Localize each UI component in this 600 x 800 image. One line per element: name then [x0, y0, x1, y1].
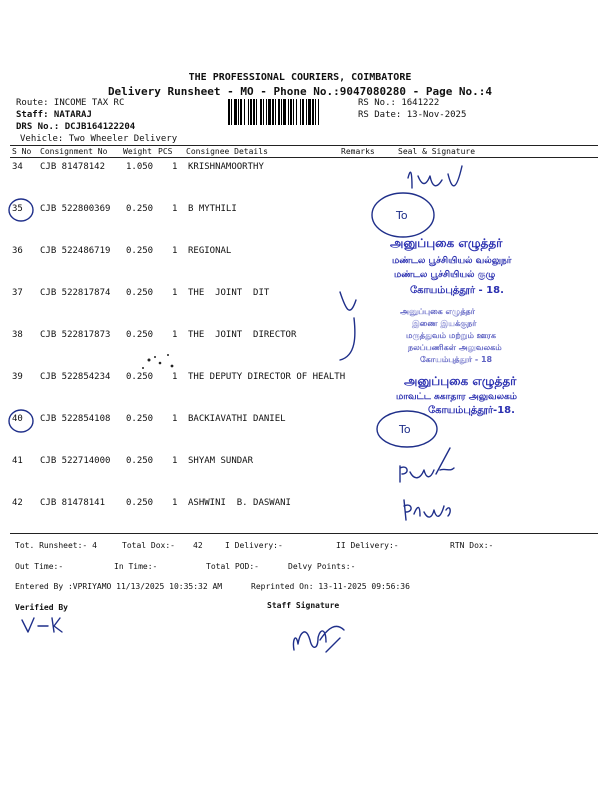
row-weight: 0.250 [126, 246, 154, 256]
total-pod: Total POD:- [206, 562, 259, 571]
ii-delivery: II Delivery:- [336, 541, 399, 550]
row-sno: 41 [12, 456, 23, 466]
delvy-points: Delvy Points:- [288, 562, 356, 571]
rs-date: RS Date: 13-Nov-2025 [358, 110, 467, 120]
row-pcs: 1 [172, 498, 178, 508]
row-weight: 0.250 [126, 288, 154, 298]
verified-by: Verified By [15, 603, 68, 612]
circle-sno-40 [9, 410, 33, 432]
row-consignee: THE JOINT DIRECTOR [188, 330, 297, 340]
row-pcs: 1 [172, 372, 178, 382]
vehicle: Vehicle: Two Wheeler Delivery [20, 134, 178, 144]
row-consignment: CJB 522817874 [40, 288, 111, 298]
staff-signature-mark [293, 626, 344, 652]
staff-signature-label: Staff Signature [267, 601, 340, 610]
row-weight: 0.250 [126, 498, 154, 508]
total-dox-label: Total Dox:- [122, 541, 175, 550]
rs-number: RS No.: 1641222 [358, 98, 440, 108]
row-sno: 36 [12, 246, 23, 256]
row-consignment: CJB 81478142 [40, 162, 106, 172]
col-pcs: PCS [158, 147, 173, 156]
col-consignment: Consignment No [40, 147, 108, 156]
i-delivery: I Delivery:- [225, 541, 283, 550]
row-sno: 34 [12, 162, 23, 172]
row-weight: 0.250 [126, 372, 154, 382]
company-name: THE PROFESSIONAL COURIERS, COIMBATORE [188, 72, 412, 83]
stamp-1-line-1: அனுப்புகை எழுத்தர் [390, 236, 503, 250]
drs-no: DRS No.: DCJB164122204 [16, 122, 136, 132]
row-pcs: 1 [172, 414, 178, 424]
staff: Staff: NATARAJ [16, 110, 92, 120]
stamp-3-line-2: மாவட்ட சுகாதார அலுவலகம் [396, 392, 518, 402]
rtn-dox: RTN Dox:- [450, 541, 494, 550]
col-consignee: Consignee Details [186, 147, 268, 156]
row-consignment: CJB 522800369 [40, 204, 111, 214]
stamp-1-line-4: கோயம்புத்தூர் - 18. [410, 285, 504, 296]
to-mark-text-40: To [399, 423, 411, 436]
stamp-2-line-1: அனுப்புகை எழுத்தர் [400, 307, 475, 316]
stamp-3-line-1: அனுப்புகை எழுத்தர் [404, 374, 517, 388]
row-pcs: 1 [172, 330, 178, 340]
row-sno: 39 [12, 372, 23, 382]
row-sno: 37 [12, 288, 23, 298]
signature-row-42 [404, 500, 450, 520]
col-sno: S No [12, 147, 32, 156]
row-sno: 35 [12, 204, 23, 214]
entered-by: Entered By :VPRIYAMO 11/13/2025 10:35:32 AM [15, 582, 223, 591]
row-consignment: CJB 522854108 [40, 414, 111, 424]
row-weight: 0.250 [126, 330, 154, 340]
to-mark-text-35: To [396, 209, 408, 222]
row-pcs: 1 [172, 288, 178, 298]
row-consignee: ASHWINI B. DASWANI [188, 498, 291, 508]
total-dox-value: 42 [193, 541, 203, 550]
circle-sno-35 [9, 199, 33, 221]
signature-row-41 [400, 448, 454, 482]
total-runsheet: Tot. Runsheet:- 4 [15, 541, 97, 550]
row-weight: 0.250 [126, 414, 154, 424]
row-consignment: CJB 81478141 [40, 498, 106, 508]
verified-initials-mark [22, 618, 62, 632]
row-consignee: THE DEPUTY DIRECTOR OF HEALTH [188, 372, 346, 382]
row-pcs: 1 [172, 246, 178, 256]
stamp-2-line-4: நலப்பணிகள் அலுவலகம் [408, 343, 502, 352]
row-weight: 0.250 [126, 204, 154, 214]
row-sno: 42 [12, 498, 23, 508]
row-pcs: 1 [172, 204, 178, 214]
runsheet-title: Delivery Runsheet - MO - Phone No.:9047080280 - Page No.:4 [107, 85, 493, 98]
stamp-1-line-3: மண்டல பூச்சியியல் குழு [394, 270, 496, 280]
stamp-2-line-5: கோயம்புத்தூர் - 18 [420, 355, 493, 364]
col-seal-signature: Seal & Signature [398, 147, 476, 156]
row-consignee: B MYTHILI [188, 204, 237, 214]
route: Route: INCOME TAX RC [16, 98, 125, 108]
bracket-mark-37-38 [340, 292, 356, 360]
row-consignment: CJB 522714000 [40, 456, 111, 466]
ink-smudge [142, 354, 173, 369]
signature-row-34 [408, 166, 462, 188]
row-pcs: 1 [172, 162, 178, 172]
stamp-2-line-3: மருத்துவம் மற்றும் ஊரக [406, 331, 496, 340]
row-consignee: BACKIAVATHI DANIEL [188, 414, 286, 424]
row-consignee: KRISHNAMOORTHY [188, 162, 264, 172]
stamp-3-line-3: கோயம்புத்தூர்-18. [428, 405, 515, 416]
row-pcs: 1 [172, 456, 178, 466]
row-consignment: CJB 522817873 [40, 330, 111, 340]
row-consignee: SHYAM SUNDAR [188, 456, 254, 466]
in-time: In Time:- [114, 562, 158, 571]
reprinted-on: Reprinted On: 13-11-2025 09:56:36 [251, 582, 410, 591]
row-sno: 40 [12, 414, 23, 424]
row-weight: 0.250 [126, 456, 154, 466]
row-consignment: CJB 522854234 [40, 372, 111, 382]
out-time: Out Time:- [15, 562, 64, 571]
col-remarks: Remarks [341, 147, 375, 156]
stamp-1-line-2: மண்டல பூச்சியியல் வல்லுநர் [392, 256, 512, 266]
row-consignment: CJB 522486719 [40, 246, 111, 256]
row-weight: 1.050 [126, 162, 154, 172]
row-consignee: REGIONAL [188, 246, 232, 256]
row-sno: 38 [12, 330, 23, 340]
col-weight: Weight [123, 147, 152, 156]
row-consignee: THE JOINT DIT [188, 288, 270, 298]
stamp-2-line-2: இணை இயக்குநர் [412, 319, 477, 328]
